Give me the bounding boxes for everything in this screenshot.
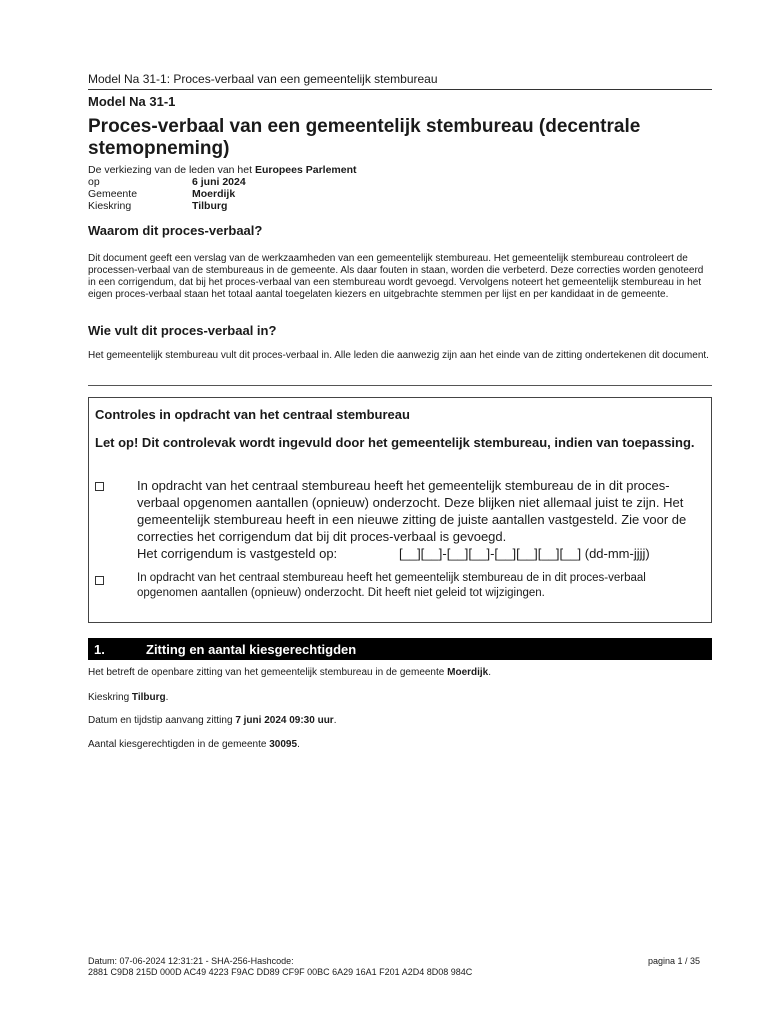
meta-row-date (88, 176, 357, 188)
controles-box (88, 397, 712, 623)
option-2-text: In opdracht van het centraal stembureau heeft het gemeentelijk stembureau de in dit proces-verbaal opgenomen aantallen (opnieuw) onderzocht. Dit heeft niet geleid tot wijzigingen. (137, 572, 646, 599)
meta-value: 6 juni 2024 (192, 176, 246, 188)
meta-label: op (88, 176, 100, 188)
controles-option-1 (95, 477, 702, 562)
text-prefix: Datum en tijdstip aanvang zitting (88, 715, 233, 726)
controles-warning: Let op! Dit controlevak wordt ingevuld door het gemeentelijk stembureau, indien van toepassing. (95, 435, 695, 450)
page-number: pagina 1 / 35 (648, 956, 701, 966)
section-1-paragraph-kiesgerechtigden: Aantal kiesgerechtigden in de gemeente 30095. (88, 739, 300, 750)
text-prefix: Het betreft de openbare zitting van het gemeentelijk stembureau in de gemeente (88, 667, 445, 678)
election-prefix: De verkiezing van de leden van het (88, 164, 253, 176)
section-1-paragraph-datum: Datum en tijdstip aanvang zitting 7 juni 2024 09:30 uur. (88, 715, 337, 726)
election-meta (88, 164, 357, 212)
controles-option-2 (95, 571, 702, 601)
text-prefix: Kieskring (88, 692, 130, 703)
heading-waarom: Waarom dit proces-verbaal? (88, 223, 263, 238)
section-title: Zitting en aantal kiesgerechtigden (146, 641, 357, 657)
checkbox-option-1[interactable] (95, 482, 104, 491)
section-number: 1. (94, 641, 105, 657)
heading-wie: Wie vult dit proces-verbaal in? (88, 323, 277, 338)
footer-line-2: 2881 C9D8 215D 000D AC49 4223 F9AC DD89 CF9F 00BC 6A29 16A1 F201 A2D4 8D08 984C (88, 967, 473, 977)
value-datum: 7 juni 2024 09:30 uur (235, 715, 334, 726)
value-kieskring: Tilburg (131, 692, 166, 703)
paragraph-wie: Het gemeentelijk stembureau vult dit proces-verbaal in. Alle leden die aanwezig zijn aan het einde van de zitting ondertekenen dit document. (88, 350, 709, 361)
election-line (88, 164, 357, 176)
meta-label: Kieskring (88, 200, 132, 212)
corrigendum-date-line (137, 545, 702, 562)
corrigendum-date-label: Het corrigendum is vastgesteld op: (137, 546, 338, 561)
meta-row-kieskring (88, 200, 357, 212)
page-title: Proces-verbaal van een gemeentelijk stembureau (decentrale stemopneming) (88, 116, 641, 159)
corrigendum-date-field[interactable]: [__][__]-[__][__]-[__][__][__][__] (dd-mm-jjjj) (399, 546, 650, 561)
meta-row-gemeente (88, 188, 357, 200)
running-header: Model Na 31-1: Proces-verbaal van een gemeentelijk stembureau (88, 72, 438, 86)
meta-value: Moerdijk (192, 188, 236, 200)
section-divider (88, 385, 712, 386)
value-kiesgerechtigden: 30095 (269, 739, 298, 750)
section-1-paragraph-kieskring: Kieskring Tilburg. (88, 692, 169, 703)
model-label: Model Na 31-1 (88, 94, 176, 109)
election-name: Europees Parlement (254, 164, 357, 176)
meta-label: Gemeente (88, 188, 138, 200)
section-1-header (88, 638, 712, 660)
header-rule (88, 89, 712, 90)
value-gemeente: Moerdijk (447, 667, 489, 678)
section-1-paragraph-zitting: Het betreft de openbare zitting van het gemeentelijk stembureau in de gemeente Moerdijk. (88, 667, 492, 678)
footer-line-1: Datum: 07-06-2024 12:31:21 - SHA-256-Hashcode: (88, 956, 294, 966)
meta-value: Tilburg (192, 200, 228, 212)
footer-hash (88, 956, 472, 978)
option-1-text: In opdracht van het centraal stembureau heeft het gemeentelijk stembureau de in dit proces-verbaal opgenomen aantallen (opnieuw) onderzocht. Deze blijken niet allemaal juist te zijn. Het gemeentelijk stembureau heeft in een nieuwe zitting de juiste aantallen vastgesteld. Zie voor de correcties het corrigendum dat bij dit proces-verbaal is gevoegd. (137, 478, 687, 544)
controles-title: Controles in opdracht van het centraal stembureau (95, 407, 410, 422)
checkbox-option-2[interactable] (95, 576, 104, 585)
text-prefix: Aantal kiesgerechtigden in de gemeente (88, 739, 267, 750)
paragraph-waarom: Dit document geeft een verslag van de werkzaamheden van een gemeentelijk stembureau. Het gemeentelijk stembureau controleert de processen-verbaal van de stembureaus in de gemeente. Als daar fouten in staan, worden die verbeterd. Deze correcties worden genoteerd in een corrigendum, dat bij het proces-verbaal van een stembureau wordt gevoegd. Vervolgens noteert het gemeentelijk stembureau in het eigen proces-verbaal staan het totaal aantal toegelaten kiezers en uitgebrachte stemmen per lijst en per kandidaat in de gemeente. (88, 253, 704, 300)
